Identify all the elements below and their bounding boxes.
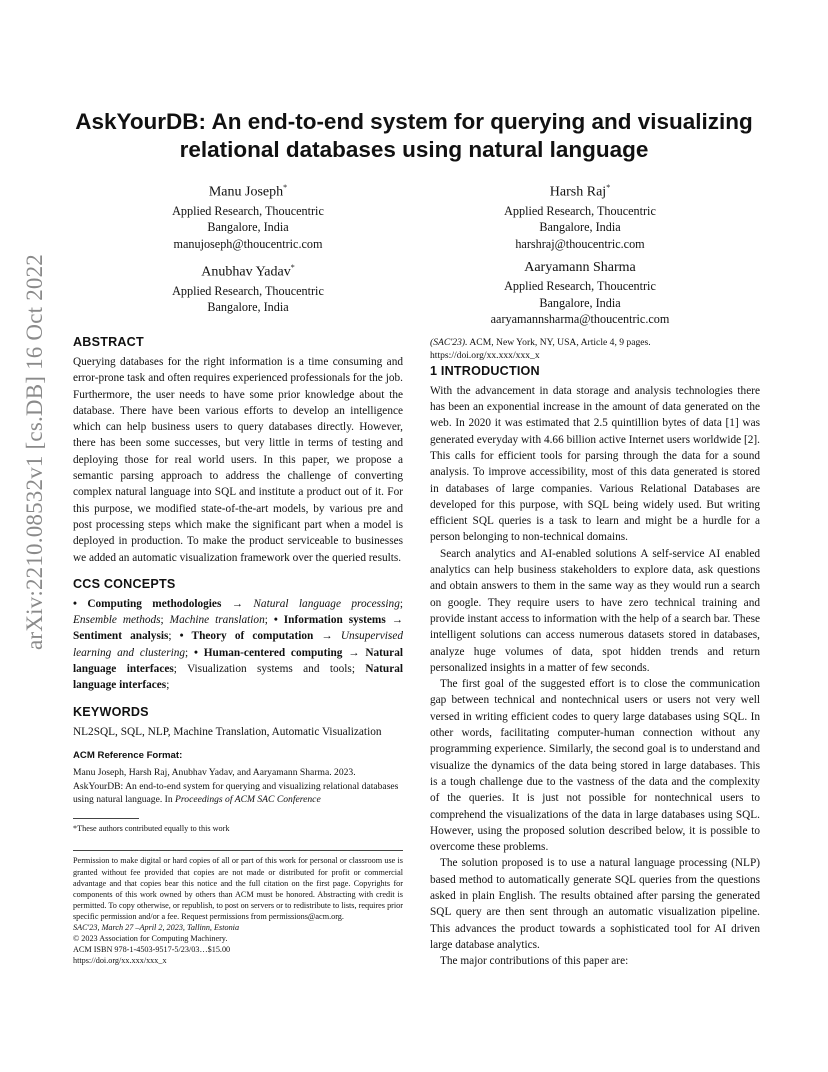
author-affiliation: Applied Research, Thoucentric [504, 279, 656, 293]
author-block [452, 178, 708, 252]
permission-notice: Permission to make digital or hard copies of all or part of this work for personal or classroom use is granted without fee provided that copies are not made or distributed for profit or commercial advantage and that copies bear this notice and the full citation on the first page. Copyrights for components of this work owned by others than ACM must be honored. Abstracting with credit is permitted. To copy otherwise, or republish, to post on servers or to redistribute to lists, requires prior specific permission and/or a fee. Request permissions from permissions@acm.org. [73, 856, 403, 921]
author-location: Bangalore, India [539, 220, 621, 235]
abstract-heading: ABSTRACT [73, 335, 144, 349]
left-column [73, 334, 403, 966]
keywords-heading: KEYWORDS [73, 704, 149, 719]
intro-paragraph: The solution proposed is to use a natural language processing (NLP) based method to automatically generate SQL queries from the questions asked in plain English. The results obtained after parsing the generated SQL query are then sent through an automatic visualization pipeline. This advances the product towards a sophisticated tool for AI driven large database analytics. [430, 857, 760, 951]
author-name: Aaryamann Sharma [524, 260, 636, 275]
author-name: Anubhav Yadav* [201, 263, 295, 280]
paper-title [60, 108, 768, 164]
doi-line: https://doi.org/xx.xxx/xxx_x [73, 956, 167, 966]
introduction-heading: 1 INTRODUCTION [430, 363, 540, 378]
author-block [120, 178, 376, 252]
acm-reference-continuation: (SAC'23). ACM, New York, NY, USA, Article 4, 9 pages. https://doi.org/xx.xxx/xxx_x [430, 337, 651, 362]
ccs-concepts: • Computing methodologies → Natural language processing; Ensemble methods; Machine translation; • Information systems → Sentiment analysis; • Theory of computation → Unsupervised learning and clustering; • Human-centered computing → Natural language interfaces; Visualization systems and tools; Natural language interfaces; [73, 597, 404, 692]
intro-paragraph: The major contributions of this paper are: [440, 955, 629, 968]
permission-rule [73, 850, 403, 851]
author-name: Harsh Raj* [549, 183, 611, 200]
copyright-line: © 2023 Association for Computing Machinery. [73, 934, 228, 944]
intro-paragraph: With the advancement in data storage and analysis technologies there has been an exponential increase in the amount of data generated on the web. In 2020 it was estimated that 2.5 quintillion bytes of data [1] was generated everyday with 4.66 billion active Internet users worldwide [2]. This calls for efficient tools for parsing through the data for a sound analysis. To improve accessibility, most of this data generated is stored in databases of large companies. Various Relational Databases are developed for this purpose, with SQL being widely used. But writing efficient SQL queries is a task to learn and might be a hurdle for a person belonging to non-technical domains. [430, 384, 760, 544]
author-affiliation: Applied Research, Thoucentric [504, 203, 656, 218]
author-email: harshraj@thoucentric.com [515, 236, 645, 251]
acm-reference-text: Manu Joseph, Harsh Raj, Anubhav Yadav, and Aaryamann Sharma. 2023. AskYourDB: An end-to-end system for querying and visualizing relational databases using natural language. In Proceedings of ACM SAC Conference [73, 767, 399, 806]
author-block [120, 258, 376, 316]
intro-paragraph: Search analytics and AI-enabled solutions A self-service AI enabled analytics can help business stakeholders to explore data, ask questions and obtain answers to them in the same way as they would run a search on google. They require users to have zero technical training and provide instant access to information with the help of a search bar. These intelligent solutions can access numerous datasets stored in databases, analyze huge volumes of data, spot hidden trends and return personalized insights in a matter of few seconds. [430, 547, 760, 674]
author-block [452, 258, 708, 328]
author-location: Bangalore, India [207, 220, 289, 235]
isbn-line: ACM ISBN 978-1-4503-9517-5/23/03…$15.00 [73, 945, 231, 955]
title-line-1: AskYourDB: An end-to-end system for querying and visualizing [75, 109, 753, 134]
keywords-text: NL2SQL, SQL, NLP, Machine Translation, Automatic Visualization [73, 725, 382, 738]
acm-reference-heading: ACM Reference Format: [73, 749, 183, 761]
footnote-rule [73, 818, 139, 819]
right-column [430, 336, 760, 970]
author-location: Bangalore, India [539, 295, 621, 310]
conference-line: SAC'23, March 27 –April 2, 2023, Tallinn, Estonia [73, 923, 240, 933]
author-email: manujoseph@thoucentric.com [173, 236, 323, 251]
equal-contribution-footnote: *These authors contributed equally to this work [73, 824, 230, 834]
author-email: aaryamannsharma@thoucentric.com [490, 312, 670, 326]
ccs-heading: CCS CONCEPTS [73, 576, 176, 591]
title-line-2: relational databases using natural language [179, 137, 649, 162]
author-affiliation: Applied Research, Thoucentric [172, 203, 324, 218]
arxiv-stamp: arXiv:2210.08532v1 [cs.DB] 16 Oct 2022 [22, 254, 47, 650]
intro-paragraph: The first goal of the suggested effort is to close the communication gap between technical and nontechnical users or users not very well versed in writing efficient codes to query large databases using SQL. In other words, facilitating computer-human connection without any programming experience. Similarly, the second goal is to understand and visualize the dynamics of the data being stored in large databases. This is a tough challenge due to the vastness of the data and the complexity of the queries. It is just not possible for nontechnical users to comprehend the visualizations of the data in large databases using SQL. However, using the proposed solution described below, it is possible to overcome these problems. [430, 678, 760, 854]
author-affiliation: Applied Research, Thoucentric [172, 283, 324, 298]
author-name: Manu Joseph* [208, 183, 288, 200]
author-location: Bangalore, India [207, 300, 289, 315]
abstract-text: Querying databases for the right information is a time consuming and error-prone task and often requires experienced professionals for the job. Furthermore, the user needs to have some prior knowledge about the database. There have been various efforts to develop an intelligence which can help business users to query databases directly. However, there has been some successes, but very little in terms of testing and deploying those for real world users. In this paper, we propose a semantic parsing approach to address the challenge of converting complex natural language into SQL and institute a product out of it. For this purpose, we modified state-of-the-art models, by various pre and post processing steps which make the significant part when a model is deployed in production. To make the product serviceable to businesses we added an automatic visualization framework over the queried results. [73, 356, 403, 564]
